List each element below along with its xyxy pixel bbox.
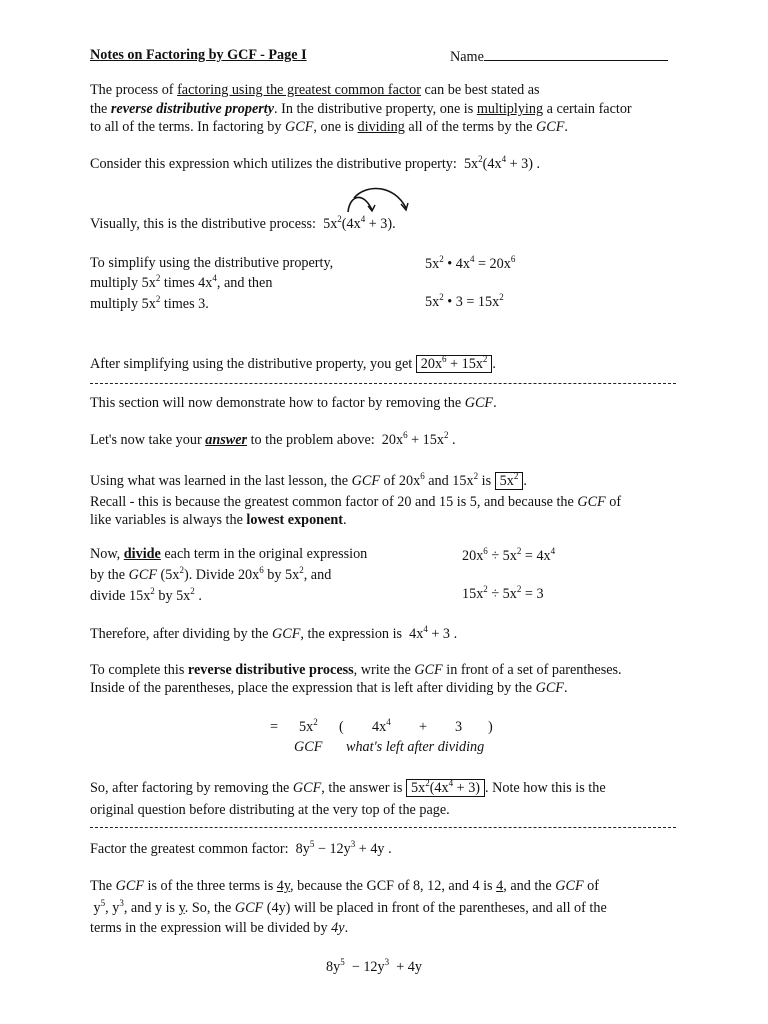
divide-line-2: by the GCF $(5x^2)$. Divide $20x^6$ by $5x^2$, and xyxy=(90,565,332,583)
using-line: Using what was learned in the last lesson, the GCF of $20x^6$ and $15x^2$ is $5x^2$ . xyxy=(90,471,527,489)
distribution-arrows xyxy=(340,186,420,216)
recall-line-1: Recall - this is because the greatest common factor of 20 and 15 is 5, and because the GCF of xyxy=(90,494,622,510)
intro-line-2: the reverse distributive property. In the distributive property, one is multiplying a certain factor xyxy=(90,101,632,117)
name-blank-line xyxy=(484,47,668,61)
layout-label-left: what's left after dividing xyxy=(346,739,485,755)
gcf-three-line-3: terms in the expression will be divided by 4y. xyxy=(90,920,349,936)
page-title: Notes on Factoring by GCF - Page I xyxy=(90,47,307,63)
therefore-line: Therefore, after dividing by the GCF, the expression is $4x^4 + 3$ . xyxy=(90,624,458,642)
arrow-arc-to-first-term xyxy=(348,197,372,212)
simplify-line-1: To simplify using the distributive property, xyxy=(90,255,334,271)
simplify-result-2: $5x^2$ • $3 = 15x^2$ xyxy=(425,292,504,310)
layout-label-gcf: GCF xyxy=(294,739,323,755)
layout-right-paren: ) xyxy=(488,719,493,735)
layout-plus: + xyxy=(419,719,428,735)
gcf-box: $5x^2$ xyxy=(495,472,524,490)
section2-line: This section will now demonstrate how to factor by removing the GCF. xyxy=(90,395,497,411)
section-divider-2 xyxy=(90,827,676,828)
factor-line: Factor the greatest common factor: $8y^5 - 12y^3 + 4y$ . xyxy=(90,839,392,857)
complete-line-1: To complete this reverse distributive process, write the GCF in front of a set of parentheses. xyxy=(90,662,622,678)
letsnow-line: Let's now take your answer to the problem above: $20x^6 + 15x^2$ . xyxy=(90,430,456,448)
final-expression: $8y^5 - 12y^3 + 4y$ xyxy=(326,957,422,975)
answer-box: $20x^6 + 15x^2$ xyxy=(416,355,493,373)
divide-line-1: Now, divide each term in the original expression xyxy=(90,546,368,562)
layout-term-1: $4x^4$ xyxy=(372,717,391,735)
consider-line: Consider this expression which utilizes the distributive property: $5x^2(4x^4 + 3)$ . xyxy=(90,154,541,172)
simplify-line-3: multiply $5x^2$ times 3. xyxy=(90,294,209,312)
simplify-line-2: multiply $5x^2$ times $4x^4$, and then xyxy=(90,273,273,291)
divide-line-3: divide $15x^2$ by $5x^2$ . xyxy=(90,586,202,604)
recall-line-2: like variables is always the lowest exponent. xyxy=(90,512,347,528)
layout-term-2: 3 xyxy=(455,719,463,735)
final-answer-box: $5x^2(4x^4 + 3)$ xyxy=(406,779,485,797)
divide-result-1: $20x^6 \div 5x^2 = 4x^4$ xyxy=(462,546,556,564)
after-line: After simplifying using the distributive property, you get $20x^6 + 15x^2$ . xyxy=(90,354,496,372)
simplify-result-1: $5x^2$ • $4x^4 = 20x^6$ xyxy=(425,254,516,272)
layout-gcf-term: $5x^2$ xyxy=(299,717,318,735)
gcf-three-line-1: The GCF is of the three terms is 4y, because the GCF of 8, 12, and 4 is 4, and the GCF of xyxy=(90,878,599,894)
name-field: Name xyxy=(450,47,668,66)
layout-left-paren: ( xyxy=(339,719,344,735)
so-line-1: So, after factoring by removing the GCF, the answer is $5x^2(4x^4 + 3)$ . Note how this is the xyxy=(90,778,606,796)
gcf-three-line-2: $y^5$, $y^3$, and y is y. So, the GCF (4y) will be placed in front of the parentheses, and all of the xyxy=(93,898,607,916)
visual-line: Visually, this is the distributive process: $5x^2(4x^4 + 3)$. xyxy=(90,214,396,232)
section-divider-1 xyxy=(90,383,676,384)
intro-line-3: to all of the terms. In factoring by GCF, one is dividing all of the terms by the GCF. xyxy=(90,119,568,135)
so-line-2: original question before distributing at the very top of the page. xyxy=(90,802,450,818)
intro-line-1: The process of factoring using the greatest common factor can be best stated as xyxy=(90,82,540,98)
layout-equals: = xyxy=(270,719,279,735)
divide-result-2: $15x^2 \div 5x^2 = 3$ xyxy=(462,584,544,602)
complete-line-2: Inside of the parentheses, place the expression that is left after dividing by the GCF. xyxy=(90,680,568,696)
